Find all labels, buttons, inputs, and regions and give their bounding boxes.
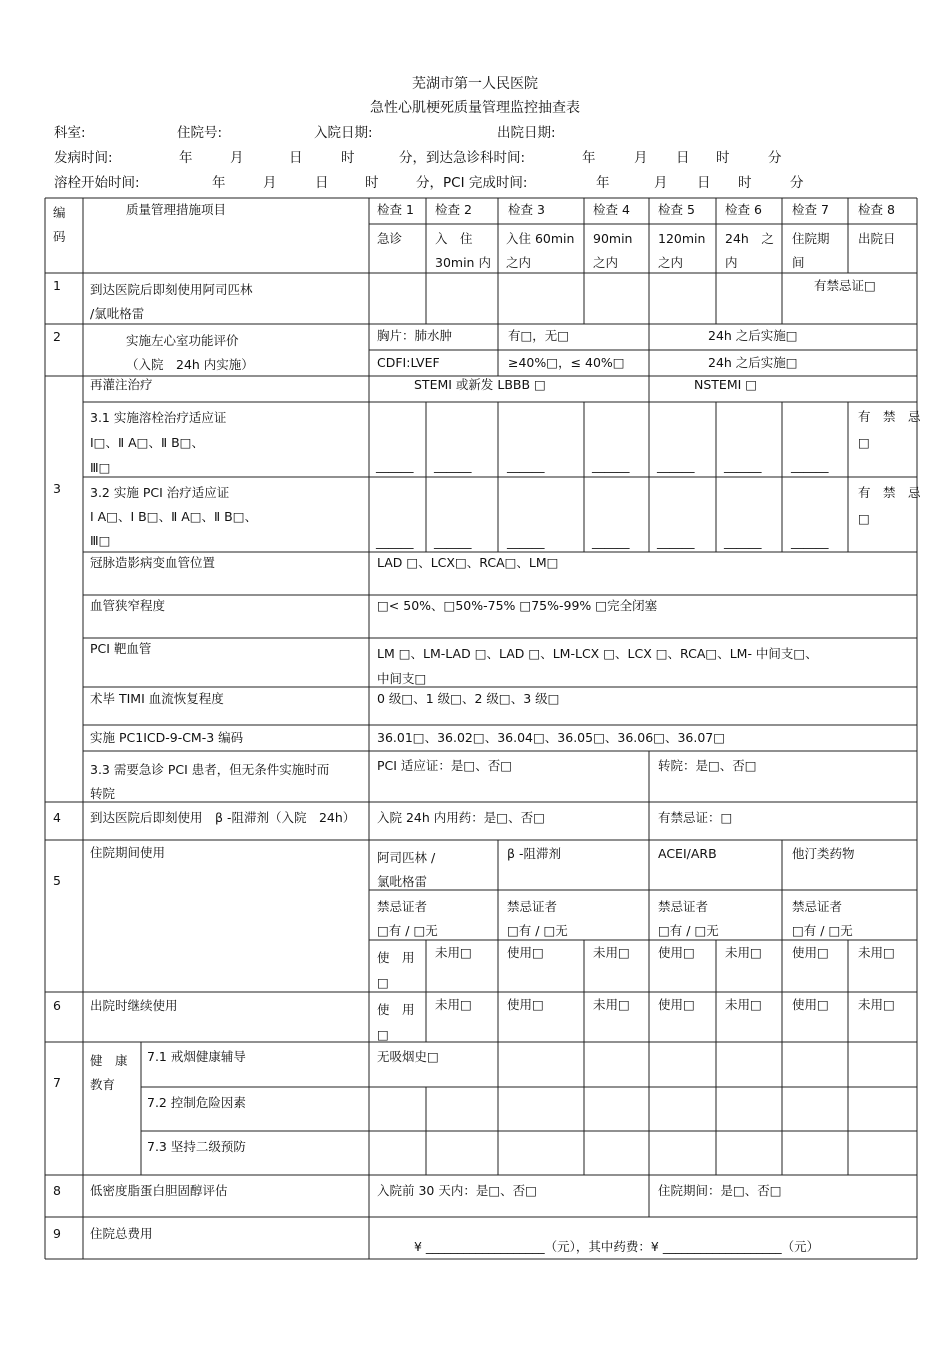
stemi-option: STEMI 或新发 LBBB □ bbox=[414, 377, 546, 392]
lysis-month: 月 bbox=[263, 175, 277, 191]
smoking-cessation-label: 7.1 戒烟健康辅导 bbox=[147, 1049, 246, 1064]
check-1-header: 检查 1 bbox=[377, 202, 414, 217]
row-5-unused-3: 未用□ bbox=[725, 945, 762, 960]
thrombolysis-indication: 3.1 实施溶栓治疗适应证 Ⅰ□、Ⅱ A□、Ⅱ B□、 Ⅲ□ bbox=[90, 410, 227, 475]
row-5-contra-2: 禁忌证者 □有 / □无 bbox=[507, 899, 568, 938]
col-item-header: 质量管理措施项目 bbox=[126, 202, 227, 217]
row-6-unused-4: 未用□ bbox=[858, 997, 895, 1012]
row-6-unused-3: 未用□ bbox=[725, 997, 762, 1012]
check-6-header: 检查 6 bbox=[725, 202, 762, 217]
pci-target-label: PCI 靶血管 bbox=[90, 641, 152, 656]
icd-label: 实施 PC1ICD-9-CM-3 编码 bbox=[90, 730, 244, 745]
nstemi-option: NSTEMI □ bbox=[694, 377, 758, 392]
check-8-header: 检查 8 bbox=[858, 202, 895, 217]
admit-date-label: 入院日期: bbox=[314, 125, 373, 141]
thrombolysis-blank-4: ______ bbox=[592, 458, 630, 473]
pci-contraindication: 有 禁 忌 □ bbox=[858, 485, 921, 526]
row-3-code: 3 bbox=[53, 481, 61, 496]
arrive-month: 月 bbox=[634, 150, 648, 166]
row-9-item: 住院总费用 bbox=[90, 1226, 153, 1241]
row-6-use-2: 使用□ bbox=[507, 997, 544, 1012]
pci-blank-7: ______ bbox=[791, 534, 829, 549]
discharge-date-label: 出院日期: bbox=[497, 125, 556, 141]
row-2-lvef-after: 24h 之后实施□ bbox=[708, 355, 798, 370]
row-5-use-3: 使用□ bbox=[658, 945, 695, 960]
check-4-time: 90min 之内 bbox=[593, 231, 633, 270]
row-1-item: 到达医院后即刻使用阿司匹林 /氯吡格雷 bbox=[90, 282, 253, 321]
onset-day: 日 bbox=[289, 150, 303, 166]
pci-year: 年 bbox=[596, 175, 610, 191]
row-6-item: 出院时继续使用 bbox=[90, 998, 178, 1013]
pci-target-options: LM □、LM-LAD □、LAD □、LM-LCX □、LCX □、RCA□、LM- 中间支□、 中间支□ bbox=[377, 646, 818, 686]
row-5-use-4: 使用□ bbox=[792, 945, 829, 960]
row-2-xray-after: 24h 之后实施□ bbox=[708, 328, 798, 343]
pci-blank-3: ______ bbox=[507, 534, 545, 549]
risk-control-label: 7.2 控制危险因素 bbox=[147, 1095, 246, 1110]
inpatient-no-label: 住院号: bbox=[177, 125, 223, 141]
stenosis-options: □< 50%、□50%-75% □75%-99% □完全闭塞 bbox=[377, 598, 658, 613]
row-5-contra-4: 禁忌证者 □有 / □无 bbox=[792, 899, 853, 938]
row-2-item: 实施左心室功能评价 （入院 24h 内实施） bbox=[126, 333, 254, 372]
secondary-prevention-label: 7.3 坚持二级预防 bbox=[147, 1139, 246, 1154]
row-6-code: 6 bbox=[53, 998, 61, 1013]
angiography-label: 冠脉造影病变血管位置 bbox=[90, 555, 216, 570]
check-3-time: 入住 60min 之内 bbox=[506, 231, 575, 270]
form-title: 急性心肌梗死质量管理监控抽查表 bbox=[370, 100, 580, 116]
timi-options: 0 级□、1 级□、2 级□、3 级□ bbox=[377, 691, 560, 706]
stenosis-label: 血管狭窄程度 bbox=[90, 598, 166, 613]
row-6-use-4: 使用□ bbox=[792, 997, 829, 1012]
thrombolysis-blank-2: ______ bbox=[434, 458, 472, 473]
row-5-use-2: 使用□ bbox=[507, 945, 544, 960]
transfer-label: 3.3 需要急诊 PCI 患者，但无条件实施时而 转院 bbox=[90, 762, 330, 801]
hospital-name: 芜湖市第一人民医院 bbox=[412, 76, 538, 92]
check-2-time: 入 住 30min 内 bbox=[435, 231, 491, 270]
transfer-option: 转院：是□、否□ bbox=[658, 758, 757, 773]
arrive-year: 年 bbox=[582, 150, 596, 166]
pci-month: 月 bbox=[654, 175, 668, 191]
row-8-code: 8 bbox=[53, 1183, 61, 1198]
thrombolysis-blank-6: ______ bbox=[724, 458, 762, 473]
pci-minute: 分 bbox=[790, 175, 804, 191]
row-6-use-3: 使用□ bbox=[658, 997, 695, 1012]
row-2-code: 2 bbox=[53, 329, 61, 344]
no-smoking-history: 无吸烟史□ bbox=[377, 1049, 439, 1064]
row-4-in-24h: 入院 24h 内用药：是□、否□ bbox=[377, 810, 545, 825]
onset-month: 月 bbox=[230, 150, 244, 166]
row-5-code: 5 bbox=[53, 873, 61, 888]
row-5-unused-4: 未用□ bbox=[858, 945, 895, 960]
drug-acei-arb: ACEI/ARB bbox=[658, 846, 717, 861]
thrombolysis-blank-1: ______ bbox=[376, 458, 414, 473]
check-4-header: 检查 4 bbox=[593, 202, 630, 217]
transfer-pci-indication: PCI 适应证：是□、否□ bbox=[377, 758, 513, 773]
row-6-use-1: 使 用 □ bbox=[377, 1002, 415, 1042]
row-5-contra-1: 禁忌证者 □有 / □无 bbox=[377, 899, 438, 938]
row-1-contraindication: 有禁忌证□ bbox=[814, 278, 876, 293]
check-3-header: 检查 3 bbox=[508, 202, 545, 217]
row-7-code: 7 bbox=[53, 1075, 61, 1090]
onset-hour: 时 bbox=[341, 150, 355, 166]
arrive-hour: 时 bbox=[716, 150, 730, 166]
thrombolysis-blank-7: ______ bbox=[791, 458, 829, 473]
ldl-during-stay: 住院期间：是□、否□ bbox=[658, 1183, 782, 1198]
lysis-year: 年 bbox=[212, 175, 226, 191]
check-6-time: 24h 之 内 bbox=[725, 231, 774, 270]
icd-options: 36.01□、36.02□、36.04□、36.05□、36.06□、36.07□ bbox=[377, 730, 726, 745]
row-2-xray: 胸片：肺水肿 bbox=[377, 328, 453, 343]
onset-year: 年 bbox=[179, 150, 193, 166]
check-5-header: 检查 5 bbox=[658, 202, 695, 217]
row-2-lvef-option: ≥40%□，≤ 40%□ bbox=[508, 355, 625, 370]
pci-hour: 时 bbox=[738, 175, 752, 191]
row-5-contra-3: 禁忌证者 □有 / □无 bbox=[658, 899, 719, 938]
arrive-day: 日 bbox=[676, 150, 690, 166]
row-5-unused-1: 未用□ bbox=[435, 945, 472, 960]
row-5-unused-2: 未用□ bbox=[593, 945, 630, 960]
check-7-time: 住院期 间 bbox=[792, 231, 830, 270]
lysis-time-label: 溶栓开始时间: bbox=[54, 175, 140, 191]
drug-statin: 他汀类药物 bbox=[792, 846, 855, 861]
check-1-time: 急诊 bbox=[377, 231, 403, 246]
lysis-hour: 时 bbox=[365, 175, 379, 191]
row-4-item: 到达医院后即刻使用 β -阻滞剂（入院 24h） bbox=[90, 810, 356, 825]
thrombolysis-contraindication: 有 禁 忌 □ bbox=[858, 409, 921, 450]
check-7-header: 检查 7 bbox=[792, 202, 829, 217]
pci-time-label: 分，PCI 完成时间: bbox=[416, 175, 528, 191]
pci-blank-1: ______ bbox=[376, 534, 414, 549]
row-5-use-1: 使 用 □ bbox=[377, 950, 415, 990]
pci-blank-6: ______ bbox=[724, 534, 762, 549]
row-2-lvef: CDFI:LVEF bbox=[377, 355, 440, 370]
dept-label: 科室: bbox=[54, 125, 86, 141]
thrombolysis-blank-5: ______ bbox=[657, 458, 695, 473]
ldl-before-admission: 入院前 30 天内：是□、否□ bbox=[377, 1183, 537, 1198]
row-5-item: 住院期间使用 bbox=[90, 845, 166, 860]
total-fee-line: ¥ ___________________（元），其中药费：¥ ___________________（元） bbox=[414, 1239, 820, 1254]
check-8-time: 出院日 bbox=[858, 231, 896, 246]
row-2-xray-option: 有□，无□ bbox=[508, 328, 570, 343]
check-2-header: 检查 2 bbox=[435, 202, 472, 217]
health-education-label: 健 康 教育 bbox=[90, 1053, 128, 1092]
arrive-minute: 分 bbox=[768, 150, 782, 166]
lysis-day: 日 bbox=[315, 175, 329, 191]
reperfusion-label: 再灌注治疗 bbox=[90, 377, 153, 392]
row-1-code: 1 bbox=[53, 278, 61, 293]
drug-beta-blocker: β -阻滞剂 bbox=[507, 846, 561, 861]
timi-label: 术毕 TIMI 血流恢复程度 bbox=[90, 691, 224, 706]
pci-indication: 3.2 实施 PCI 治疗适应证 Ⅰ A□、Ⅰ B□、Ⅱ A□、Ⅱ B□、 Ⅲ□ bbox=[90, 485, 258, 548]
arrive-time-label: 分，到达急诊科时间: bbox=[399, 150, 526, 166]
check-5-time: 120min 之内 bbox=[658, 231, 706, 270]
row-6-unused-1: 未用□ bbox=[435, 997, 472, 1012]
col-code-header: 编码 bbox=[53, 205, 66, 244]
angiography-options: LAD □、LCX□、RCA□、LM□ bbox=[377, 555, 559, 570]
pci-blank-2: ______ bbox=[434, 534, 472, 549]
row-9-code: 9 bbox=[53, 1226, 61, 1241]
row-4-contraindication: 有禁忌证：□ bbox=[658, 810, 733, 825]
pci-blank-4: ______ bbox=[592, 534, 630, 549]
pci-day: 日 bbox=[697, 175, 711, 191]
pci-blank-5: ______ bbox=[657, 534, 695, 549]
row-4-code: 4 bbox=[53, 810, 61, 825]
drug-aspirin: 阿司匹林 / 氯吡格雷 bbox=[377, 850, 436, 889]
row-8-item: 低密度脂蛋白胆固醇评估 bbox=[90, 1183, 228, 1198]
thrombolysis-blank-3: ______ bbox=[507, 458, 545, 473]
onset-time-label: 发病时间: bbox=[54, 150, 113, 166]
row-6-unused-2: 未用□ bbox=[593, 997, 630, 1012]
